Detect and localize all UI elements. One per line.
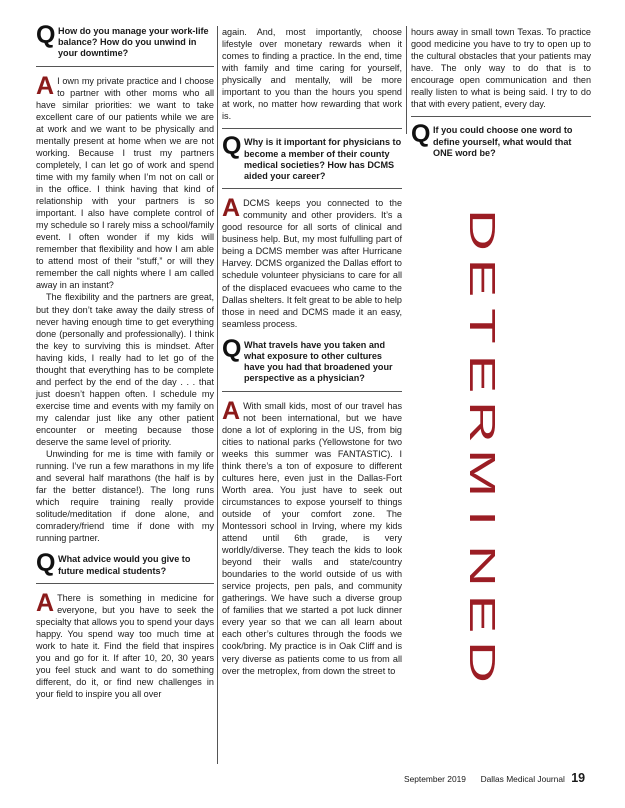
- question-block: [222, 132, 402, 182]
- question-block: [222, 334, 402, 385]
- question-text: If you could choose one word to define yourself, what would that ONE word be?: [433, 125, 573, 158]
- answer-block: [222, 396, 402, 677]
- answer-block: [222, 26, 402, 122]
- question-text: What advice would you give to future medical students?: [58, 554, 191, 576]
- question-text: How do you manage your work-life balance? How do you unwind in your downtime?: [58, 26, 209, 59]
- question-text: What travels have you taken and what exposure to other cultures have you had that broadened your perspective as a physician?: [244, 339, 393, 384]
- question-block: [36, 21, 214, 60]
- question-block: [411, 120, 591, 159]
- issue-date: September 2019: [404, 774, 466, 784]
- column-divider: [406, 26, 407, 134]
- vertical-letter: I: [461, 509, 503, 527]
- column-right: [411, 26, 591, 165]
- answer-paragraph: DCMS keeps you connected to the community and other providers. It’s a good resource for all sorts of clinical and business help. But, my most fulfulling part of being a DCMS member was after Hurricane Harvey. DCMS organized the Dallas effort to schedule volunteer physicians to care for all of the displaced evacuees who came to the Dallas shelters. It felt great to be able to help those in need and DCMS made it an easy, seamless process.: [222, 198, 402, 329]
- question-marker: Q: [36, 21, 56, 49]
- vertical-letter: E: [461, 354, 503, 394]
- vertical-answer-word: [462, 206, 504, 686]
- answer-paragraph: hours away in small town Texas. To practice good medicine you have to try to open up to the cultural obstacles that your patients may have. The only way to do that is to encourage open communication and then really listen to what is being said. I try to do that with every patient, every day.: [411, 27, 591, 110]
- divider: [222, 391, 402, 392]
- vertical-letter: D: [461, 209, 503, 251]
- vertical-letter: R: [461, 401, 503, 443]
- question-marker: Q: [222, 132, 242, 161]
- vertical-letter: M: [461, 449, 503, 498]
- column-middle: [222, 26, 402, 677]
- column-divider: [217, 26, 218, 764]
- question-block: [36, 549, 214, 578]
- page-number: 19: [571, 771, 586, 785]
- divider: [36, 66, 214, 67]
- divider: [411, 116, 591, 117]
- vertical-letter: E: [461, 258, 503, 298]
- divider: [222, 188, 402, 189]
- vertical-letter: T: [461, 308, 503, 344]
- answer-paragraph: The flexibility and the partners are great, but they don’t take away the daily stress of never having enough time to get everything done (personally and professionally). I think the key to surviving this is mindset. After having kids, I really had to let go of the thought that everything has to be complete and perfect by the end of the day . . . that just doesn’t happen often. I schedule my exercise time and events with my family on my calendar just like any other patient encounter or meeting because those deserve the same level of priority.: [36, 292, 214, 448]
- answer-paragraph: There is something in medicine for everyone, but you have to seek the specialty that allows you to spend your days happy. You spend way too much time at work to hate it. Find the field that inspires you and go for it. If after 10, 20, 30 years you feel stuck and want to do something different, do it, or find new challenges in your field to inspire you all over: [36, 592, 214, 700]
- answer-marker: A: [222, 194, 241, 223]
- answer-paragraph: With small kids, most of our travel has not been international, but we have done a lot of exploring in the US, from big cities to national parks (Yellowstone for two weeks this summer was FANTASTIC). I think there’s a ton of exposure to different cultures here, even just in the Dallas-Fort Worth area. You just have to seek out circumstances to expose yourself to things outside of your comfort zone. The Montessori school in Irving, where my kids attend until 6th grade, is very worldly/diverse. They teach the kids to look beyond their walls and state/country boundaries to the world outside of us with service projects, pen pals, and community gatherings. We have such a diverse group of families that we started a pot luck dinner every year so that we can all learn about each other’s cultures through the foods we cook/bring. My practice is in Oak Cliff and is very diverse as patients come to us from all over the metroplex, from down the street to: [222, 400, 402, 676]
- answer-block: [411, 26, 591, 110]
- vertical-letter: N: [461, 545, 503, 587]
- answer-paragraph: Unwinding for me is time with family or running. I’ve run a few marathons in my life and several half marathons (the half is by far the better distance!). The long runs which require training really provide solitude/meditation if done alone, and comradery/friend time if done with my running partner.: [36, 449, 214, 544]
- answer-paragraph: I own my private practice and I choose to partner with other moms who all have similar priorities: we want to take excellent care of our patients while we are at work and we want to be physically and mentally present at home when we are not working. Because I trust my partners completely, I can let go of work and spend time with my family when I’m not on call or in the office. I think having that kind of relationship with your partners is so important. I also have complete control of my schedule so I rarely miss a school/family event. I often wonder if my kids will remember that flexibility and how I am able to attend most of their “stuff,” or will they remember the call nights where I am called away in an instant?: [36, 75, 214, 291]
- divider: [36, 583, 214, 584]
- vertical-letter: E: [461, 594, 503, 634]
- vertical-letter: D: [461, 641, 503, 683]
- answer-block: [36, 71, 214, 545]
- question-text: Why is it important for physicians to become a member of their county medical societies? How has DCMS aided your career?: [244, 137, 402, 181]
- page-footer: [404, 771, 594, 785]
- answer-block: [36, 588, 214, 700]
- column-left: [36, 21, 214, 700]
- question-marker: Q: [222, 334, 242, 363]
- answer-block: [222, 194, 402, 330]
- divider: [222, 128, 402, 129]
- answer-paragraph: again. And, most importantly, choose lifestyle over monetary rewards when it comes to finding a practice. In the end, time with family and time caring for yourself, physically and mentally, will be more important to you than the hours you spend at work, no matter how rewarding that work is.: [222, 27, 402, 122]
- question-marker: Q: [411, 120, 431, 149]
- answer-marker: A: [36, 71, 55, 100]
- question-marker: Q: [36, 549, 56, 578]
- publication-name: Dallas Medical Journal: [480, 774, 565, 784]
- answer-marker: A: [36, 588, 55, 617]
- answer-marker: A: [222, 396, 241, 425]
